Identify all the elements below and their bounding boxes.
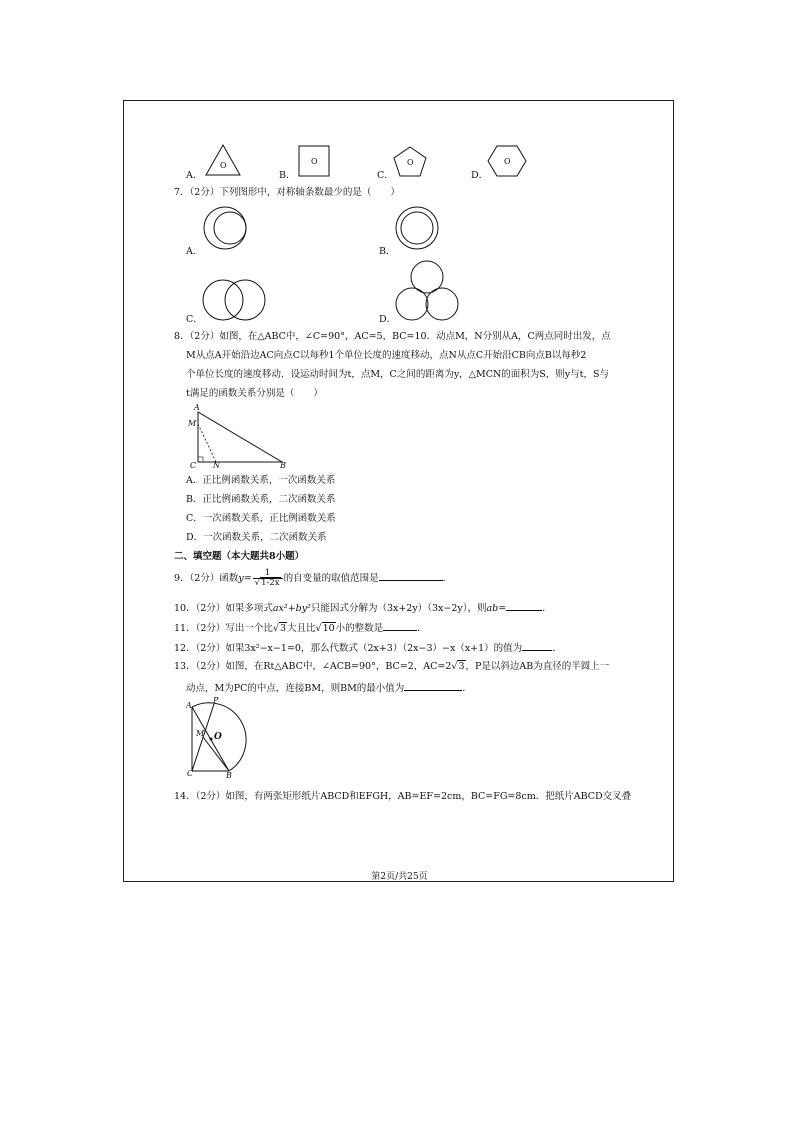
q7-option-d-label: D．	[379, 314, 397, 325]
triangle-shape[interactable]	[204, 143, 242, 177]
section-2-heading: 二、填空题（本大题共8小题）	[174, 551, 305, 562]
q12-pre: 12．（2分）如果	[174, 643, 245, 654]
q13-fig-b: B	[226, 771, 232, 780]
q8-fig-b: B	[280, 461, 286, 470]
page-footer: 第2页/共25页	[371, 872, 428, 882]
q10-mid: 只能因式分解为（3x+2y）（3x−2y），则	[310, 603, 487, 614]
q7-option-c-label: C．	[186, 314, 203, 325]
q9-end: ．	[442, 573, 453, 584]
q12-answer-blank[interactable]	[522, 641, 552, 651]
q11-end: ．	[417, 623, 427, 634]
q9-line	[174, 567, 452, 591]
q7-figure-d[interactable]	[394, 259, 460, 323]
q9-post: 的自变量的取值范围是	[283, 573, 379, 584]
q8-option-b[interactable]: B．正比例函数关系，二次函数关系	[186, 494, 336, 505]
q9-numerator: 1	[253, 569, 283, 579]
q11-line: 11．（2分）写出一个比√3大且比√10小的整数是 ．	[174, 623, 427, 634]
q8-fig-m: M	[188, 419, 197, 428]
q7-option-a-label: A．	[186, 246, 203, 257]
q13-line1-post: ，P是以斜边AB为直径的半圆上一	[465, 661, 610, 672]
q13-fig-o: O	[214, 732, 222, 742]
q13-root: 3	[458, 661, 465, 672]
q9-fraction: $\frac{1}{√1-2x}$	[253, 569, 283, 588]
q10-ab: ab=	[486, 603, 507, 614]
q6-b-center: O	[311, 157, 318, 166]
q11-mid: 大且比	[287, 623, 316, 634]
q11-root1: 3	[279, 623, 286, 634]
q6-option-c-label: C．	[377, 170, 394, 181]
q6-option-d-label: D．	[471, 170, 489, 181]
q9-answer-blank[interactable]	[379, 571, 443, 581]
q12-expr: 3x²−x−1=0	[244, 643, 301, 654]
q12-line	[174, 641, 562, 655]
q8-fig-c: C	[190, 461, 197, 470]
q13-fig-c: C	[187, 769, 194, 778]
q13-fig-p: P	[213, 696, 219, 705]
q13-line2	[186, 681, 472, 695]
q10-answer-blank[interactable]	[506, 601, 542, 611]
q10-end: ．	[542, 603, 552, 614]
q11-post: 小的整数是	[335, 623, 384, 634]
q11-answer-blank[interactable]	[383, 621, 417, 631]
q8-fig-n: N	[213, 461, 220, 470]
q7-option-b-label: B．	[379, 246, 396, 257]
q8-option-d[interactable]: D．一次函数关系，二次函数关系	[186, 532, 327, 543]
q8-option-c[interactable]: C．一次函数关系，正比例函数关系	[186, 513, 336, 524]
q11-pre: 11．（2分）写出一个比	[174, 623, 273, 634]
q7-stem: 7．（2分）下列图形中，对称轴条数最少的是（ ）	[174, 187, 400, 198]
q9-denominator: 1-2x	[261, 578, 280, 588]
q13-end: ．	[462, 683, 472, 694]
q7-figure-c[interactable]	[202, 277, 268, 323]
q13-line2-text: 动点，M为PC的中点，连接BM，则BM的最小值为	[186, 683, 405, 694]
q6-a-center: O	[220, 161, 227, 170]
q10-line	[174, 601, 552, 615]
q8-option-a[interactable]: A．正比例函数关系，一次函数关系	[186, 475, 336, 486]
q13-answer-blank[interactable]	[404, 681, 462, 691]
q8-fig-a: A	[194, 403, 200, 412]
q6-option-b-label: B．	[279, 170, 296, 181]
q14-line1: 14．（2分）如图，有两张矩形纸片ABCD和EFGH，AB=EF=2cm，BC=FG=8cm．把纸片ABCD交叉叠	[174, 791, 632, 802]
q8-line4: t满足的函数关系分别是（ ）	[186, 388, 323, 399]
q6-c-center: O	[407, 158, 414, 167]
q7-figure-b[interactable]	[394, 205, 440, 251]
q8-line1: 8．（2分）如图，在△ABC中，∠C=90°，AC=5，BC=10．动点M，N分别从A，C两点同时出发，点	[174, 331, 611, 342]
q12-end: ．	[552, 643, 562, 654]
q13-line1-pre: 13．（2分）如图，在Rt△ABC中，∠ACB=90°，BC=2，AC=2	[174, 661, 452, 672]
q6-d-center: O	[504, 157, 511, 166]
q9-y: y=	[238, 573, 252, 584]
q10-pre: 10．（2分）如果多项式	[174, 603, 273, 614]
document-page	[123, 100, 674, 882]
q13-fig-a: A	[186, 701, 192, 710]
q13-fig-m: M	[196, 729, 205, 738]
q9-pre: 9．（2分）函数	[174, 573, 239, 584]
q8-line2: M从点A开始沿边AC向点C以每秒1个单位长度的速度移动，点N从点C开始沿CB向点B以每秒2	[186, 350, 587, 361]
q13-line1: 13．（2分）如图，在Rt△ABC中，∠ACB=90°，BC=2，AC=2√3，P是以斜边AB为直径的半圆上一	[174, 661, 610, 672]
q7-figure-a[interactable]	[202, 205, 248, 251]
q6-option-a-label: A．	[186, 170, 203, 181]
q10-expr: ax²+by²	[272, 603, 311, 614]
q11-root2: 10	[322, 623, 335, 634]
q12-post: ，那么代数式（2x+3）（2x−3）−x（x+1）的值为	[300, 643, 523, 654]
q8-line3: 个单位长度的速度移动．设运动时间为t，点M，C之间的距离为y，△MCN的面积为S，则y与t，S与	[186, 369, 609, 380]
